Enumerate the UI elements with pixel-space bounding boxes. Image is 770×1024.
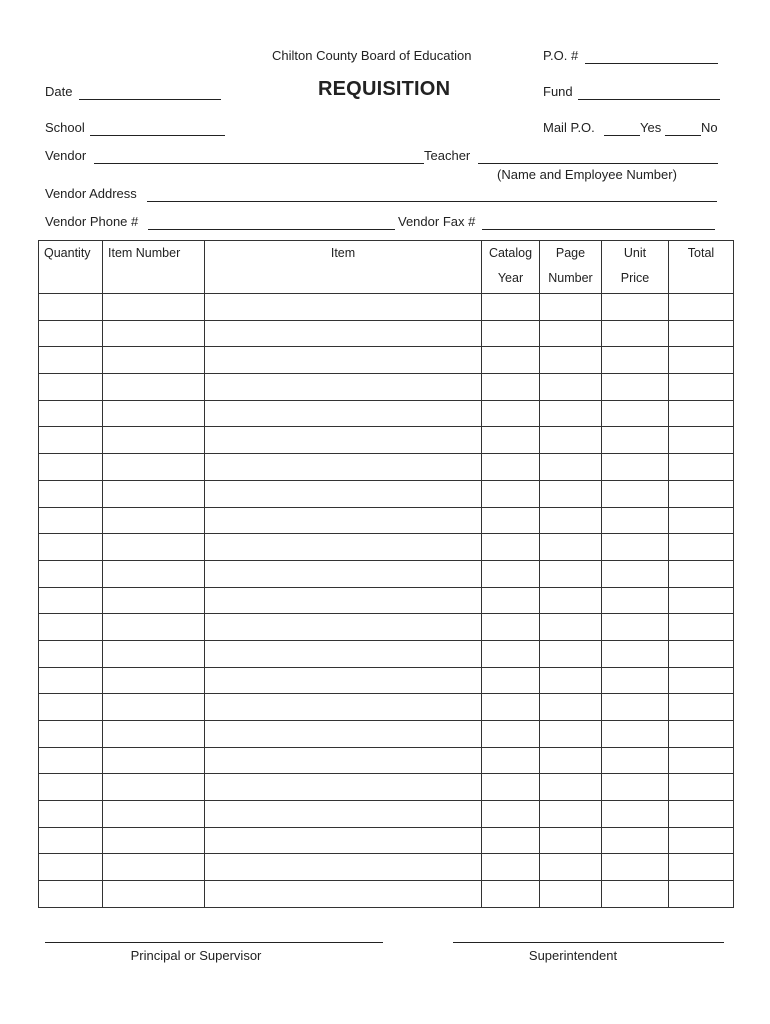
cell-total[interactable]: [669, 294, 734, 321]
cell-page-number[interactable]: [540, 454, 602, 481]
cell-page-number[interactable]: [540, 347, 602, 374]
cell-quantity[interactable]: [39, 480, 103, 507]
cell-item[interactable]: [205, 454, 482, 481]
cell-total[interactable]: [669, 560, 734, 587]
column-header-page-number: Page Number: [540, 241, 602, 294]
table-row: [39, 534, 734, 561]
vendor-label: Vendor: [45, 148, 87, 163]
cell-item-number[interactable]: [103, 427, 205, 454]
table-row: [39, 480, 734, 507]
cell-unit-price[interactable]: [602, 640, 669, 667]
cell-item-number[interactable]: [103, 801, 205, 828]
cell-quantity[interactable]: [39, 827, 103, 854]
cell-catalog-year[interactable]: [482, 881, 540, 908]
cell-page-number[interactable]: [540, 507, 602, 534]
school-field[interactable]: [90, 135, 225, 136]
cell-quantity[interactable]: [39, 667, 103, 694]
cell-catalog-year[interactable]: [482, 320, 540, 347]
cell-unit-price[interactable]: [602, 854, 669, 881]
cell-catalog-year[interactable]: [482, 454, 540, 481]
cell-item-number[interactable]: [103, 640, 205, 667]
vendor-fax-field[interactable]: [482, 229, 715, 230]
table-row: [39, 427, 734, 454]
cell-item[interactable]: [205, 507, 482, 534]
vendor-phone-label: Vendor Phone #: [45, 214, 139, 229]
cell-catalog-year[interactable]: [482, 560, 540, 587]
mail-po-no-field[interactable]: [665, 135, 701, 136]
cell-catalog-year[interactable]: [482, 534, 540, 561]
cell-unit-price[interactable]: [602, 427, 669, 454]
cell-item[interactable]: [205, 667, 482, 694]
cell-catalog-year[interactable]: [482, 667, 540, 694]
cell-page-number[interactable]: [540, 640, 602, 667]
cell-total[interactable]: [669, 774, 734, 801]
column-header-total: Total: [669, 241, 734, 294]
cell-catalog-year[interactable]: [482, 747, 540, 774]
cell-quantity[interactable]: [39, 774, 103, 801]
cell-page-number[interactable]: [540, 400, 602, 427]
cell-quantity[interactable]: [39, 320, 103, 347]
cell-item-number[interactable]: [103, 454, 205, 481]
cell-unit-price[interactable]: [602, 667, 669, 694]
cell-total[interactable]: [669, 374, 734, 401]
cell-total[interactable]: [669, 881, 734, 908]
cell-unit-price[interactable]: [602, 721, 669, 748]
cell-total[interactable]: [669, 694, 734, 721]
cell-unit-price[interactable]: [602, 507, 669, 534]
cell-total[interactable]: [669, 721, 734, 748]
cell-item[interactable]: [205, 560, 482, 587]
cell-quantity[interactable]: [39, 614, 103, 641]
vendor-field[interactable]: [94, 163, 424, 164]
cell-item[interactable]: [205, 640, 482, 667]
cell-unit-price[interactable]: [602, 747, 669, 774]
cell-page-number[interactable]: [540, 854, 602, 881]
cell-page-number[interactable]: [540, 480, 602, 507]
cell-total[interactable]: [669, 747, 734, 774]
teacher-label: Teacher: [424, 148, 471, 163]
mail-po-yes-label: Yes: [640, 120, 662, 135]
cell-quantity[interactable]: [39, 534, 103, 561]
po-number-label: P.O. #: [543, 48, 579, 63]
cell-page-number[interactable]: [540, 294, 602, 321]
cell-item-number[interactable]: [103, 507, 205, 534]
cell-total[interactable]: [669, 480, 734, 507]
cell-quantity[interactable]: [39, 854, 103, 881]
cell-item[interactable]: [205, 854, 482, 881]
cell-unit-price[interactable]: [602, 480, 669, 507]
table-row: [39, 667, 734, 694]
cell-item-number[interactable]: [103, 587, 205, 614]
date-label: Date: [45, 84, 73, 99]
cell-unit-price[interactable]: [602, 801, 669, 828]
mail-po-label: Mail P.O.: [543, 120, 595, 135]
cell-item-number[interactable]: [103, 854, 205, 881]
cell-total[interactable]: [669, 400, 734, 427]
teacher-note: (Name and Employee Number): [497, 167, 677, 182]
cell-catalog-year[interactable]: [482, 694, 540, 721]
cell-unit-price[interactable]: [602, 400, 669, 427]
cell-page-number[interactable]: [540, 560, 602, 587]
cell-item-number[interactable]: [103, 347, 205, 374]
cell-unit-price[interactable]: [602, 827, 669, 854]
cell-quantity[interactable]: [39, 507, 103, 534]
cell-total[interactable]: [669, 534, 734, 561]
table-row: [39, 374, 734, 401]
cell-item[interactable]: [205, 534, 482, 561]
table-row: [39, 827, 734, 854]
cell-catalog-year[interactable]: [482, 801, 540, 828]
org-name: Chilton County Board of Education: [272, 48, 472, 63]
cell-item[interactable]: [205, 827, 482, 854]
table-row: [39, 320, 734, 347]
cell-unit-price[interactable]: [602, 454, 669, 481]
table-row: [39, 587, 734, 614]
table-header-row: [39, 241, 734, 294]
cell-catalog-year[interactable]: [482, 507, 540, 534]
cell-page-number[interactable]: [540, 534, 602, 561]
cell-page-number[interactable]: [540, 320, 602, 347]
cell-page-number[interactable]: [540, 774, 602, 801]
table-row: [39, 854, 734, 881]
table-row: [39, 400, 734, 427]
table-row: [39, 347, 734, 374]
items-table: [38, 240, 734, 908]
cell-unit-price[interactable]: [602, 774, 669, 801]
date-field[interactable]: [79, 99, 221, 100]
table-row: [39, 694, 734, 721]
cell-total[interactable]: [669, 587, 734, 614]
cell-item-number[interactable]: [103, 560, 205, 587]
cell-item[interactable]: [205, 587, 482, 614]
fund-field[interactable]: [578, 99, 720, 100]
table-row: [39, 507, 734, 534]
vendor-address-field[interactable]: [147, 201, 717, 202]
cell-quantity[interactable]: [39, 747, 103, 774]
column-header-quantity: Quantity: [39, 241, 103, 294]
cell-page-number[interactable]: [540, 827, 602, 854]
cell-quantity[interactable]: [39, 881, 103, 908]
cell-item[interactable]: [205, 294, 482, 321]
mail-po-no-label: No: [701, 120, 718, 135]
cell-item[interactable]: [205, 427, 482, 454]
cell-catalog-year[interactable]: [482, 587, 540, 614]
cell-unit-price[interactable]: [602, 347, 669, 374]
superintendent-signature-label: Superintendent: [528, 948, 618, 963]
table-row: [39, 614, 734, 641]
cell-total[interactable]: [669, 614, 734, 641]
teacher-field[interactable]: [478, 163, 718, 164]
cell-total[interactable]: [669, 507, 734, 534]
cell-total[interactable]: [669, 667, 734, 694]
cell-catalog-year[interactable]: [482, 614, 540, 641]
cell-item[interactable]: [205, 614, 482, 641]
cell-unit-price[interactable]: [602, 560, 669, 587]
cell-total[interactable]: [669, 347, 734, 374]
cell-item-number[interactable]: [103, 827, 205, 854]
cell-total[interactable]: [669, 827, 734, 854]
cell-catalog-year[interactable]: [482, 774, 540, 801]
cell-item[interactable]: [205, 347, 482, 374]
fund-label: Fund: [543, 84, 573, 99]
cell-page-number[interactable]: [540, 374, 602, 401]
cell-catalog-year[interactable]: [482, 427, 540, 454]
cell-quantity[interactable]: [39, 721, 103, 748]
column-header-item-number: Item Number: [103, 241, 205, 294]
cell-quantity[interactable]: [39, 400, 103, 427]
cell-page-number[interactable]: [540, 801, 602, 828]
cell-unit-price[interactable]: [602, 294, 669, 321]
cell-item-number[interactable]: [103, 881, 205, 908]
cell-quantity[interactable]: [39, 587, 103, 614]
cell-quantity[interactable]: [39, 694, 103, 721]
table-row: [39, 560, 734, 587]
vendor-phone-field[interactable]: [148, 229, 395, 230]
cell-quantity[interactable]: [39, 640, 103, 667]
cell-total[interactable]: [669, 427, 734, 454]
cell-catalog-year[interactable]: [482, 294, 540, 321]
cell-catalog-year[interactable]: [482, 640, 540, 667]
table-row: [39, 881, 734, 908]
column-header-catalog-year: Catalog Year: [482, 241, 540, 294]
cell-item-number[interactable]: [103, 694, 205, 721]
cell-unit-price[interactable]: [602, 587, 669, 614]
cell-item-number[interactable]: [103, 614, 205, 641]
table-row: [39, 721, 734, 748]
cell-page-number[interactable]: [540, 694, 602, 721]
table-row: [39, 454, 734, 481]
principal-signature-line[interactable]: [45, 942, 383, 943]
cell-item[interactable]: [205, 774, 482, 801]
cell-quantity[interactable]: [39, 454, 103, 481]
cell-item[interactable]: [205, 747, 482, 774]
cell-unit-price[interactable]: [602, 534, 669, 561]
cell-quantity[interactable]: [39, 560, 103, 587]
column-header-unit-price: Unit Price: [602, 241, 669, 294]
cell-quantity[interactable]: [39, 427, 103, 454]
cell-unit-price[interactable]: [602, 614, 669, 641]
table-row: [39, 640, 734, 667]
cell-total[interactable]: [669, 854, 734, 881]
cell-page-number[interactable]: [540, 721, 602, 748]
table-row: [39, 747, 734, 774]
cell-item[interactable]: [205, 801, 482, 828]
cell-quantity[interactable]: [39, 374, 103, 401]
cell-catalog-year[interactable]: [482, 374, 540, 401]
cell-item-number[interactable]: [103, 667, 205, 694]
column-header-item: Item: [205, 241, 482, 294]
cell-catalog-year[interactable]: [482, 854, 540, 881]
cell-quantity[interactable]: [39, 801, 103, 828]
cell-item[interactable]: [205, 694, 482, 721]
cell-item[interactable]: [205, 721, 482, 748]
cell-item-number[interactable]: [103, 400, 205, 427]
school-label: School: [45, 120, 85, 135]
principal-signature-label: Principal or Supervisor: [130, 948, 262, 963]
cell-unit-price[interactable]: [602, 320, 669, 347]
cell-total[interactable]: [669, 320, 734, 347]
cell-item-number[interactable]: [103, 294, 205, 321]
cell-item[interactable]: [205, 881, 482, 908]
cell-catalog-year[interactable]: [482, 827, 540, 854]
cell-item[interactable]: [205, 374, 482, 401]
cell-catalog-year[interactable]: [482, 347, 540, 374]
po-number-field[interactable]: [585, 63, 718, 64]
cell-catalog-year[interactable]: [482, 721, 540, 748]
vendor-fax-label: Vendor Fax #: [398, 214, 476, 229]
cell-total[interactable]: [669, 801, 734, 828]
cell-total[interactable]: [669, 454, 734, 481]
cell-item-number[interactable]: [103, 774, 205, 801]
cell-item-number[interactable]: [103, 374, 205, 401]
cell-item[interactable]: [205, 320, 482, 347]
cell-item[interactable]: [205, 400, 482, 427]
cell-page-number[interactable]: [540, 667, 602, 694]
cell-item-number[interactable]: [103, 534, 205, 561]
table-row: [39, 801, 734, 828]
table-row: [39, 294, 734, 321]
cell-item-number[interactable]: [103, 747, 205, 774]
cell-item-number[interactable]: [103, 320, 205, 347]
cell-page-number[interactable]: [540, 587, 602, 614]
cell-total[interactable]: [669, 640, 734, 667]
cell-item-number[interactable]: [103, 480, 205, 507]
cell-page-number[interactable]: [540, 747, 602, 774]
cell-item-number[interactable]: [103, 721, 205, 748]
page-title: REQUISITION: [318, 78, 451, 100]
vendor-address-label: Vendor Address: [45, 186, 137, 201]
cell-quantity[interactable]: [39, 294, 103, 321]
cell-unit-price[interactable]: [602, 694, 669, 721]
cell-page-number[interactable]: [540, 427, 602, 454]
cell-page-number[interactable]: [540, 614, 602, 641]
superintendent-signature-line[interactable]: [453, 942, 724, 943]
cell-catalog-year[interactable]: [482, 480, 540, 507]
cell-item[interactable]: [205, 480, 482, 507]
cell-quantity[interactable]: [39, 347, 103, 374]
cell-catalog-year[interactable]: [482, 400, 540, 427]
cell-unit-price[interactable]: [602, 374, 669, 401]
mail-po-yes-field[interactable]: [604, 135, 640, 136]
cell-page-number[interactable]: [540, 881, 602, 908]
table-row: [39, 774, 734, 801]
cell-unit-price[interactable]: [602, 881, 669, 908]
